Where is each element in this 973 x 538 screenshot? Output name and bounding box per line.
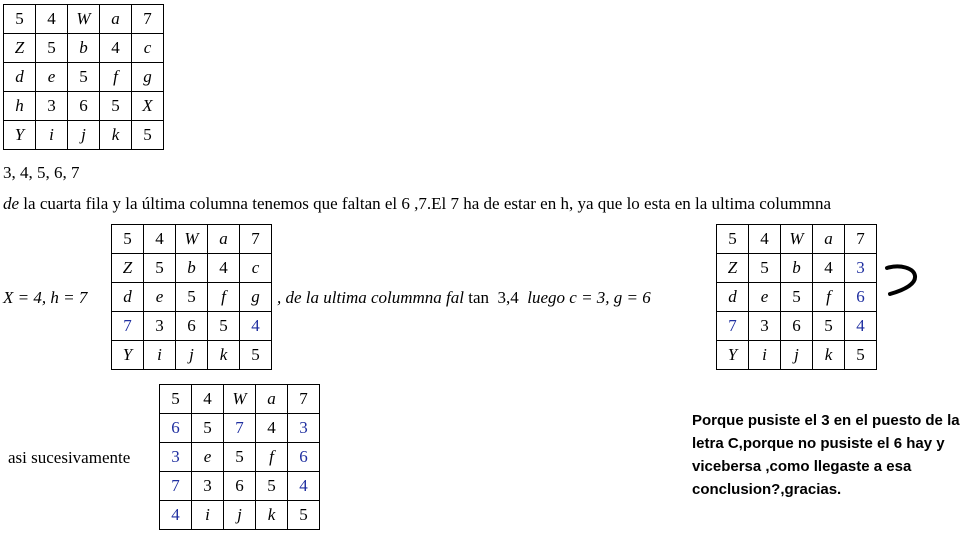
grid-cell: 5 xyxy=(781,283,813,312)
grid-cell: j xyxy=(781,341,813,370)
grid-cell: 7 xyxy=(160,472,192,501)
grid-cell: 5 xyxy=(112,225,144,254)
grid-cell: c xyxy=(240,254,272,283)
grid-cell: d xyxy=(717,283,749,312)
grid-cell: k xyxy=(256,501,288,530)
grid-cell: 5 xyxy=(240,341,272,370)
grid-cell: i xyxy=(749,341,781,370)
grid-cell: 7 xyxy=(240,225,272,254)
grid-cell: k xyxy=(100,121,132,150)
grid-cell: 7 xyxy=(717,312,749,341)
grid-cell: Z xyxy=(717,254,749,283)
grid-cell: a xyxy=(208,225,240,254)
grid-cell: 5 xyxy=(176,283,208,312)
grid-cell: W xyxy=(781,225,813,254)
grid-row xyxy=(717,254,877,283)
grid-cell: e xyxy=(749,283,781,312)
grid-cell: 5 xyxy=(208,312,240,341)
grid-row xyxy=(112,225,272,254)
grid-step-3 xyxy=(716,224,877,370)
grid-row xyxy=(4,121,164,150)
middle-34: 3,4 xyxy=(497,288,519,307)
grid-cell: 6 xyxy=(845,283,877,312)
grid-cell: 7 xyxy=(288,385,320,414)
grid-cell: 6 xyxy=(781,312,813,341)
grid-cell: b xyxy=(176,254,208,283)
grid-cell: d xyxy=(4,63,36,92)
grid-cell: 5 xyxy=(749,254,781,283)
grid-row xyxy=(4,63,164,92)
grid-cell: 5 xyxy=(717,225,749,254)
grid-row xyxy=(112,312,272,341)
grid-cell: 3 xyxy=(845,254,877,283)
grid-cell: Y xyxy=(717,341,749,370)
grid-cell: b xyxy=(781,254,813,283)
grid-cell: 5 xyxy=(68,63,100,92)
grid-cell: 4 xyxy=(160,501,192,530)
grid-cell: e xyxy=(144,283,176,312)
grid-cell: a xyxy=(256,385,288,414)
question-text: Porque pusiste el 3 en el puesto de la letra C,porque no pusiste el 6 hay y vicebersa ,como llegaste a esa conclusion?,gracias. xyxy=(692,412,960,498)
grid-cell: 3 xyxy=(144,312,176,341)
grid-cell: 5 xyxy=(36,34,68,63)
grid-cell: e xyxy=(192,443,224,472)
grid-cell: X xyxy=(132,92,164,121)
grid-row xyxy=(160,472,320,501)
grid-row xyxy=(717,283,877,312)
grid-cell: 5 xyxy=(845,341,877,370)
grid-cell: 7 xyxy=(845,225,877,254)
grid-cell: 5 xyxy=(288,501,320,530)
grid-row xyxy=(4,92,164,121)
grid-cell: Y xyxy=(112,341,144,370)
grid-row xyxy=(160,414,320,443)
grid-row xyxy=(112,341,272,370)
grid-cell: 5 xyxy=(192,414,224,443)
grid-cell: 4 xyxy=(256,414,288,443)
grid-cell: 7 xyxy=(112,312,144,341)
grid-cell: j xyxy=(224,501,256,530)
explanation-main: la cuarta fila y la última columna tenemos que faltan el 6 ,7.El 7 ha de estar en h, ya que lo esta en la ultima colummna xyxy=(23,194,831,213)
grid-cell: c xyxy=(132,34,164,63)
grid-cell: 3 xyxy=(160,443,192,472)
grid-cell: i xyxy=(192,501,224,530)
grid-cell: 5 xyxy=(813,312,845,341)
grid-cell: i xyxy=(36,121,68,150)
grid-cell: i xyxy=(144,341,176,370)
grid-cell: Z xyxy=(112,254,144,283)
grid-row xyxy=(717,341,877,370)
grid-row xyxy=(112,254,272,283)
grid-cell: 4 xyxy=(144,225,176,254)
grid-cell: a xyxy=(100,5,132,34)
grid-cell: 4 xyxy=(240,312,272,341)
grid-cell: 4 xyxy=(100,34,132,63)
grid-cell: 5 xyxy=(132,121,164,150)
grid-cell: g xyxy=(132,63,164,92)
grid-cell: k xyxy=(813,341,845,370)
grid-step-2 xyxy=(111,224,272,370)
grid-cell: a xyxy=(813,225,845,254)
grid-row xyxy=(160,443,320,472)
grid-cell: 5 xyxy=(100,92,132,121)
grid-cell: f xyxy=(208,283,240,312)
grid-cell: 5 xyxy=(224,443,256,472)
grid-row xyxy=(717,225,877,254)
grid-cell: g xyxy=(240,283,272,312)
grid-cell: W xyxy=(68,5,100,34)
grid-cell: f xyxy=(813,283,845,312)
grid-final xyxy=(159,384,320,530)
grid-cell: 5 xyxy=(256,472,288,501)
middle-luego: luego c = 3, g = 6 xyxy=(527,288,651,307)
grid-cell: W xyxy=(224,385,256,414)
grid-cell: 5 xyxy=(144,254,176,283)
middle-explanation xyxy=(277,288,651,308)
middle-italic: , de la ultima colummna fal xyxy=(277,288,464,307)
grid-cell: 6 xyxy=(68,92,100,121)
grid-cell: f xyxy=(256,443,288,472)
x-h-values: X = 4, h = 7 xyxy=(3,288,88,307)
grid-row xyxy=(160,385,320,414)
explanation-line xyxy=(3,194,831,214)
grid-cell: 6 xyxy=(288,443,320,472)
grid-initial xyxy=(3,4,164,150)
hand-drawn-bracket-icon xyxy=(882,262,922,302)
grid-cell: 4 xyxy=(845,312,877,341)
asi-sucesivamente: asi sucesivamente xyxy=(8,448,131,467)
grid-cell: j xyxy=(68,121,100,150)
grid-cell: h xyxy=(4,92,36,121)
grid-cell: Y xyxy=(4,121,36,150)
grid-row xyxy=(160,501,320,530)
grid-cell: 4 xyxy=(813,254,845,283)
grid-cell: f xyxy=(100,63,132,92)
grid-cell: 4 xyxy=(192,385,224,414)
grid-cell: d xyxy=(112,283,144,312)
middle-tan: tan xyxy=(468,288,490,307)
grid-cell: 3 xyxy=(36,92,68,121)
grid-cell: 3 xyxy=(288,414,320,443)
grid-cell: 4 xyxy=(36,5,68,34)
grid-cell: 6 xyxy=(160,414,192,443)
sequence-text: 3, 4, 5, 6, 7 xyxy=(3,163,80,182)
grid-cell: 7 xyxy=(224,414,256,443)
grid-cell: 3 xyxy=(749,312,781,341)
grid-cell: 7 xyxy=(132,5,164,34)
grid-cell: 6 xyxy=(176,312,208,341)
grid-cell: j xyxy=(176,341,208,370)
grid-row xyxy=(4,5,164,34)
grid-row xyxy=(4,34,164,63)
grid-cell: Z xyxy=(4,34,36,63)
explanation-de: de xyxy=(3,194,20,213)
grid-row xyxy=(717,312,877,341)
grid-cell: 6 xyxy=(224,472,256,501)
grid-cell: b xyxy=(68,34,100,63)
grid-cell: k xyxy=(208,341,240,370)
grid-cell: 5 xyxy=(4,5,36,34)
grid-cell: W xyxy=(176,225,208,254)
grid-cell: 4 xyxy=(208,254,240,283)
grid-cell: e xyxy=(36,63,68,92)
grid-cell: 4 xyxy=(749,225,781,254)
grid-cell: 5 xyxy=(160,385,192,414)
grid-cell: 4 xyxy=(288,472,320,501)
grid-cell: 3 xyxy=(192,472,224,501)
grid-row xyxy=(112,283,272,312)
